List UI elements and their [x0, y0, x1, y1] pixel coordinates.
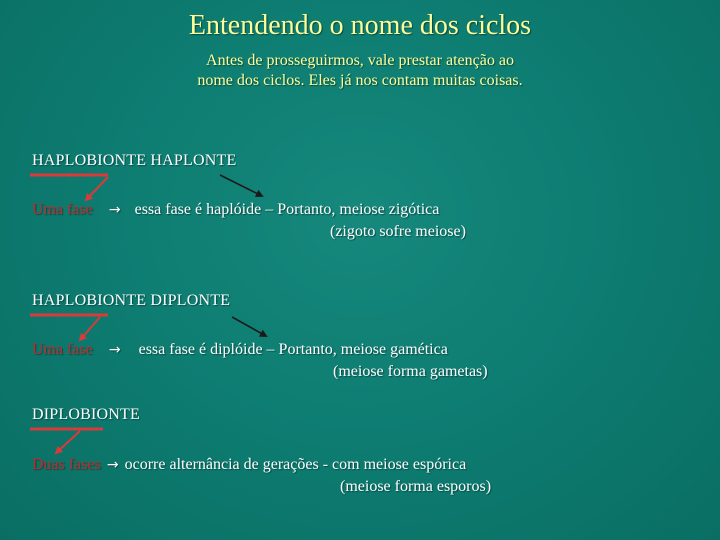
- slide-subtitle: [120, 51, 600, 91]
- dark-pointer-arrow-icon: [220, 175, 262, 196]
- subtitle-line-2: nome dos ciclos. Eles já nos contam muitas coisas.: [197, 72, 523, 89]
- red-pointer-arrow-icon: [86, 177, 108, 200]
- dark-pointer-arrow-icon: [232, 317, 266, 336]
- section-1-line: [32, 201, 439, 219]
- section-2-line: [32, 341, 448, 359]
- section-2-heading: HAPLOBIONTE DIPLONTE: [32, 292, 231, 309]
- red-pointer-arrow-icon: [80, 317, 100, 340]
- right-arrow-icon: →: [108, 202, 121, 218]
- section-1-phase-label: Uma fase: [32, 201, 93, 218]
- section-2-phase-label: Uma fase: [32, 341, 93, 358]
- section-3-line: [32, 456, 466, 474]
- section-3-description: ocorre alternância de gerações - com meiose espórica: [124, 456, 467, 473]
- section-2-note: (meiose forma gametas): [333, 363, 488, 380]
- red-pointer-arrow-icon: [56, 431, 80, 453]
- slide-title: Entendendo o nome dos ciclos: [188, 10, 532, 41]
- right-arrow-icon: →: [106, 457, 119, 473]
- section-2-description: essa fase é diplóide – Portanto, meiose gamética: [138, 341, 448, 358]
- section-3-heading: DIPLOBIONTE: [32, 406, 140, 423]
- section-3-phase-label: Duas fases: [32, 456, 101, 473]
- right-arrow-icon: →: [108, 342, 121, 358]
- subtitle-line-1: Antes de prosseguirmos, vale prestar atenção ao: [206, 52, 514, 69]
- section-1-note: (zigoto sofre meiose): [330, 223, 466, 240]
- section-1-description: essa fase é haplóide – Portanto, meiose zigótica: [134, 201, 440, 218]
- section-1-heading: HAPLOBIONTE HAPLONTE: [32, 152, 237, 169]
- section-3-note: (meiose forma esporos): [340, 478, 492, 495]
